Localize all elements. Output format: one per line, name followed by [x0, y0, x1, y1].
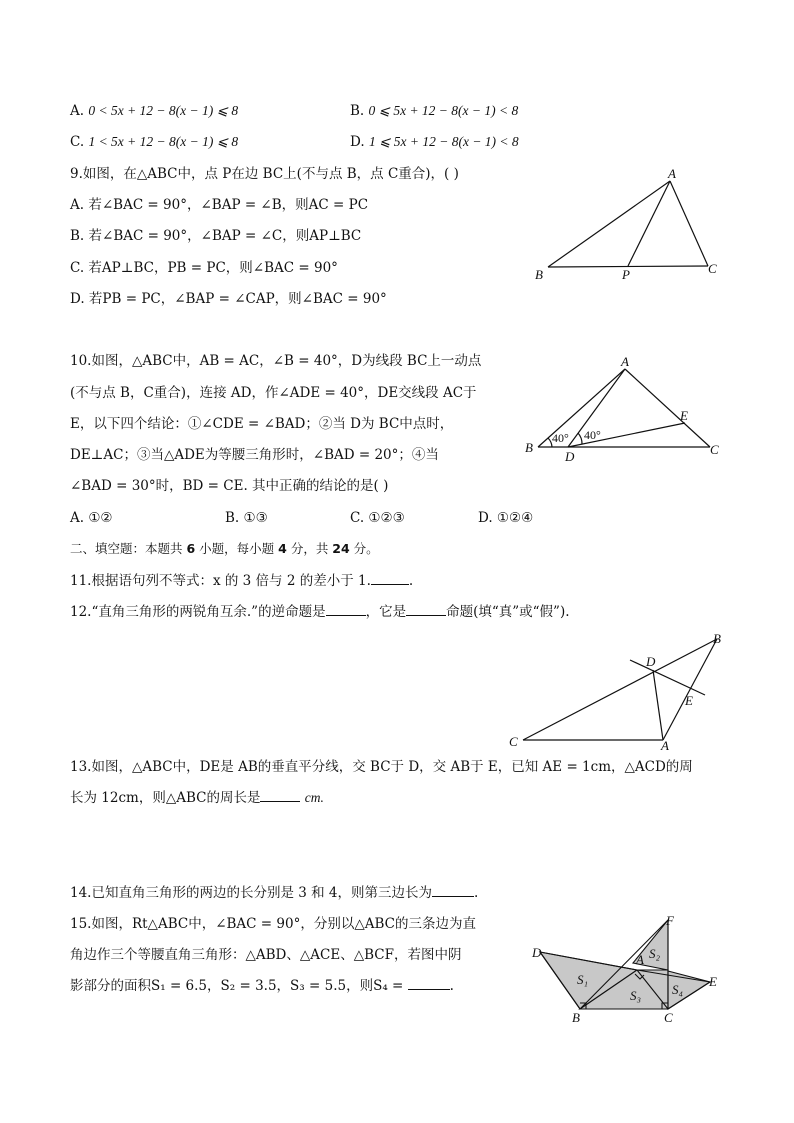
q10-line-5: ∠BAD = 30°时，BD = CE. 其中正确的结论的是( ) — [70, 478, 389, 494]
q10-label-d: D — [565, 449, 575, 464]
q13-label-c: C — [509, 734, 518, 749]
q9-figure — [530, 165, 730, 290]
q8-option-b-text: 0 ⩽ 5x + 12 − 8(x − 1) < 8 — [368, 103, 519, 118]
q9-side-ab — [548, 181, 670, 267]
q10-option-d: D. ①②④ — [478, 510, 534, 526]
q9-label-b: B — [535, 267, 543, 282]
q12-part-1: 12.“直角三角形的两锐角互余.”的逆命题是 — [70, 604, 326, 620]
q13-line-1: 13.如图，△ABC中，DE是 AB的垂直平分线，交 BC于 D，交 AB于 E，已知 AE = 1cm，△ACD的周 — [70, 759, 693, 775]
q9-label-c: C — [708, 261, 717, 276]
q8-option-a-text: 0 < 5x + 12 − 8(x − 1) ⩽ 8 — [88, 103, 239, 118]
q13-segment-ad — [653, 670, 663, 740]
q8-option-a-label: A. — [70, 103, 85, 119]
q8-option-d-label: D. — [350, 134, 365, 150]
q9-stem: 9.如图，在△ABC中，点 P在边 BC上(不与点 B，点 C重合)，( ) — [70, 166, 459, 182]
q10-option-b: B. ①③ — [225, 510, 268, 526]
q13-answer-blank[interactable] — [260, 789, 300, 802]
q14 — [70, 884, 478, 902]
q14-text: 14.已知直角三角形的两边的长分别是 3 和 4，则第三边长为 — [70, 885, 433, 901]
q15-label-s2: S₂ — [649, 946, 661, 961]
q10-figure — [520, 355, 730, 465]
q9-option-c: C. 若AP⊥BC，PB = PC，则∠BAC = 90° — [70, 260, 338, 276]
q13-line-2 — [70, 789, 324, 807]
q8-option-b-label: B. — [350, 103, 365, 119]
q8-option-d-text: 1 ⩽ 5x + 12 − 8(x − 1) < 8 — [368, 134, 519, 149]
q15-label-s1: S₁ — [577, 972, 589, 987]
q10-label-c: C — [710, 442, 719, 457]
q10-line-4: DE⊥AC；③当△ADE为等腰三角形时，∠BAD = 20°；④当 — [70, 447, 439, 463]
q15-end: . — [449, 978, 454, 994]
q8-option-c-text: 1 < 5x + 12 − 8(x − 1) ⩽ 8 — [88, 134, 239, 149]
q9-label-a: A — [668, 166, 676, 181]
q11-text: 11.根据语句列不等式：x 的 3 倍与 2 的差小于 1. — [70, 573, 371, 589]
q9-option-a: A. 若∠BAC = 90°，∠BAP = ∠B，则AC = PC — [70, 197, 369, 213]
q11-end: . — [408, 573, 414, 589]
q13-label-a: A — [661, 738, 669, 753]
q8-option-c — [70, 133, 238, 151]
q13-figure — [505, 630, 730, 755]
q15-label-c: C — [664, 1010, 673, 1025]
q10-label-a: A — [621, 354, 629, 369]
q15-line-3-text: 影部分的面积S₁ = 6.5，S₂ = 3.5，S₃ = 5.5，则S₄ = — [70, 978, 404, 994]
q13-line-2-text: 长为 12cm，则△ABC的周长是 — [70, 790, 261, 806]
section-2-heading: 二、填空题：本题共 6 小题，每小题 4 分，共 24 分。 — [70, 541, 379, 556]
section-2-total: 24 — [332, 541, 350, 556]
q8-option-c-label: C. — [70, 134, 85, 150]
q8-option-b — [350, 102, 518, 120]
q13-side-ab — [663, 639, 717, 740]
q10-line-2: (不与点 B，C重合)，连接 AD，作∠ADE = 40°，DE交线段 AC于 — [70, 385, 477, 401]
q15-label-f: F — [666, 913, 674, 928]
q10-line-3: E，以下四个结论：①∠CDE = ∠BAD；②当 D为 BC中点时， — [70, 416, 454, 432]
q15-label-e: E — [709, 974, 717, 989]
q15-label-s4: S₄ — [672, 982, 684, 997]
q15-label-d: D — [532, 945, 542, 960]
q9-side-ac — [670, 181, 708, 266]
q12 — [70, 603, 570, 621]
q9-option-b: B. 若∠BAC = 90°，∠BAP = ∠C，则AP⊥BC — [70, 228, 362, 244]
q10-angle-d: 40° — [584, 428, 601, 442]
q11-answer-blank[interactable] — [371, 572, 409, 585]
q10-arc-d — [578, 433, 582, 444]
q15-label-a: A — [636, 952, 644, 967]
q13-label-b: B — [713, 631, 721, 646]
q10-line-1: 10.如图，△ABC中，AB = AC，∠B = 40°，D为线段 BC上一动点 — [70, 353, 482, 369]
q9-option-d: D. 若PB = PC，∠BAP = ∠CAP，则∠BAC = 90° — [70, 291, 387, 307]
q10-side-ac — [625, 369, 710, 447]
q15-label-s3: S₃ — [630, 988, 642, 1003]
q8-option-d — [350, 133, 519, 151]
q13-unit: cm. — [304, 790, 324, 805]
q12-part-2: ，它是 — [365, 604, 407, 620]
section-2-points: 4 — [278, 541, 287, 556]
q9-label-p: P — [622, 267, 630, 282]
q10-label-e: E — [680, 408, 688, 423]
q10-label-b: B — [525, 440, 533, 455]
q14-end: . — [474, 885, 479, 901]
q13-label-e: E — [685, 693, 693, 708]
q10-option-c: C. ①②③ — [350, 510, 405, 526]
q12-part-3: 命题(填“真”或“假”). — [446, 604, 570, 620]
q8-option-a — [70, 102, 238, 120]
q15-figure — [530, 912, 730, 1040]
q14-answer-blank[interactable] — [432, 884, 474, 897]
q12-answer-blank-2[interactable] — [406, 603, 446, 616]
q15-answer-blank[interactable] — [408, 977, 450, 990]
q15-line-3 — [70, 977, 454, 995]
q13-side-bc — [523, 639, 717, 740]
q11 — [70, 572, 413, 590]
q15-line-2: 角边作三个等腰直角三角形：△ABD、△ACE、△BCF，若图中阴 — [70, 947, 462, 963]
q9-segment-ap — [628, 181, 670, 266]
q12-answer-blank-1[interactable] — [326, 603, 366, 616]
q13-label-d: D — [646, 654, 656, 669]
section-2-count: 6 — [186, 541, 196, 556]
q10-angle-b: 40° — [552, 431, 569, 445]
q15-label-b: B — [572, 1010, 580, 1025]
q10-option-a: A. ①② — [70, 510, 113, 526]
q15-line-1: 15.如图，Rt△ABC中，∠BAC = 90°，分别以△ABC的三条边为直 — [70, 916, 476, 932]
